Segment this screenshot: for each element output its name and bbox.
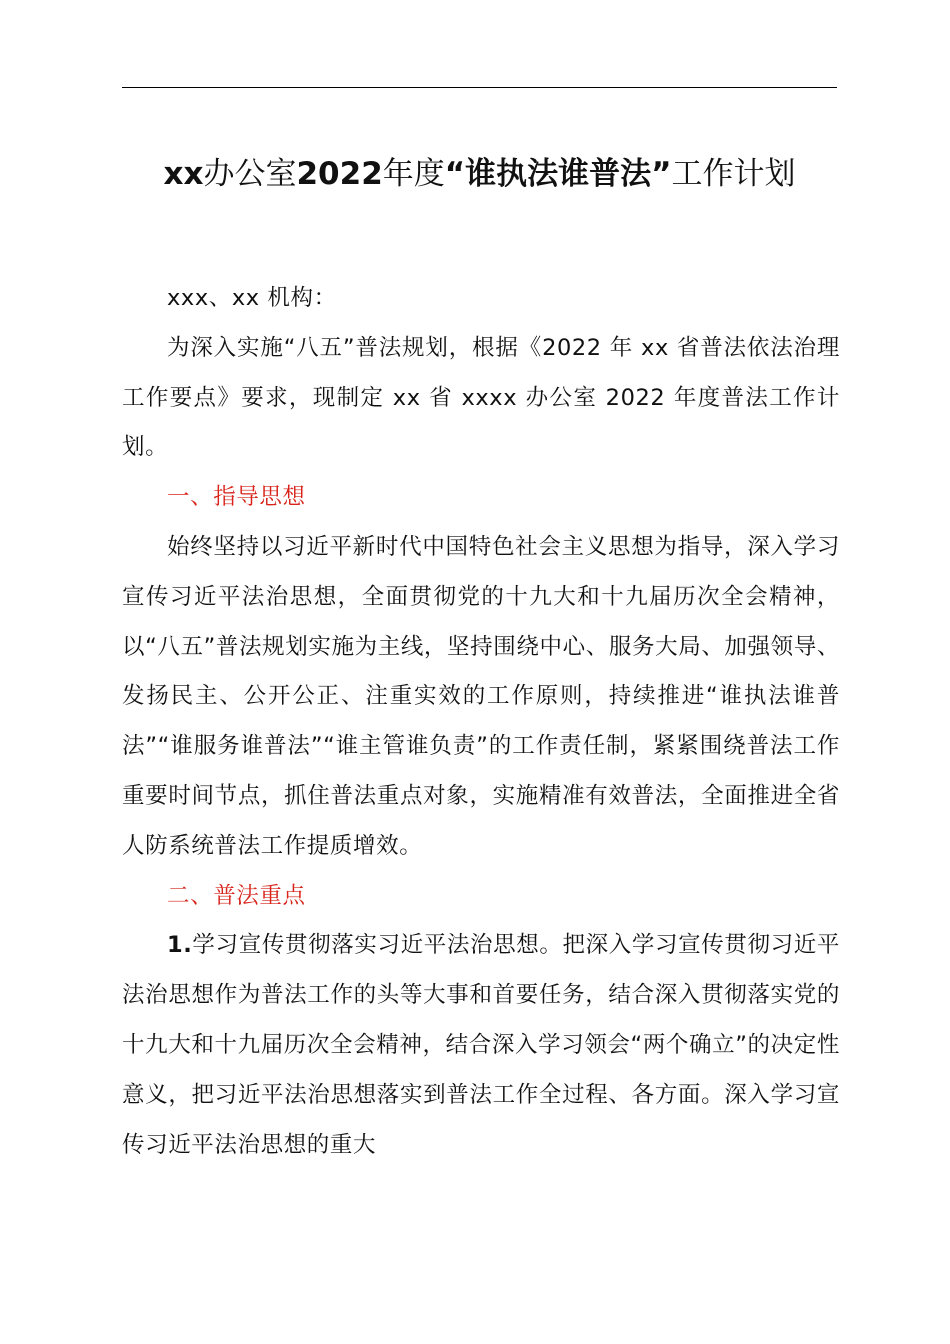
title-year: 2022 bbox=[296, 156, 383, 192]
title-quoted: “谁执法谁普法” bbox=[444, 156, 672, 192]
section-paragraph-item-1 bbox=[122, 921, 840, 1170]
title-org: 办公室 bbox=[203, 156, 297, 192]
item-1-body: 学习宣传贯彻落实习近平法治思想。把深入学习宣传贯彻习近平法治思想作为普法工作的头等大事和首要任务，结合深入贯彻落实党的十九大和十九届历次全会精神，结合深入学习领会“两个确立”的决定性意义，把习近平法治思想落实到普法工作全过程、各方面。深入学习宣传习近平法治思想的重大 bbox=[122, 932, 840, 1158]
item-1-number: 1. bbox=[167, 932, 193, 959]
title-prefix: xx bbox=[163, 156, 204, 192]
section-heading-key-points: 二、普法重点 bbox=[167, 882, 306, 909]
header-rule bbox=[122, 87, 837, 88]
document-title bbox=[122, 150, 837, 198]
title-suffix: 工作计划 bbox=[671, 156, 796, 192]
title-middle: 年度 bbox=[382, 156, 445, 192]
section-heading-guiding-ideology: 一、指导思想 bbox=[167, 484, 306, 511]
document-body bbox=[122, 274, 840, 1170]
salutation: xxx、xx 机构： bbox=[167, 285, 337, 311]
intro-paragraph: 为深入实施“八五”普法规划，根据《2022 年 xx 省普法依法治理工作要点》要求，现制定 xx 省 xxxx 办公室 2022 年度普法工作计划。 bbox=[122, 334, 840, 461]
section-paragraph-guiding-ideology: 始终坚持以习近平新时代中国特色社会主义思想为指导，深入学习宣传习近平法治思想，全面贯彻党的十九大和十九届历次全会精神，以“八五”普法规划实施为主线，坚持围绕中心、服务大局、加强领导、发扬民主、公开公正、注重实效的工作原则，持续推进“谁执法谁普法”“谁服务谁普法”“谁主管谁负责”的工作责任制，紧紧围绕普法工作重要时间节点，抓住普法重点对象，实施精准有效普法，全面推进全省人防系统普法工作提质增效。 bbox=[122, 533, 840, 859]
